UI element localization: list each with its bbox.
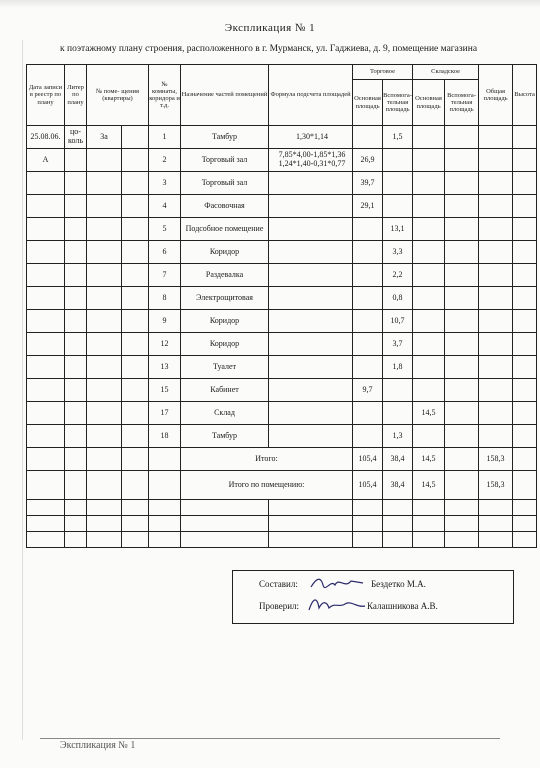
cell-formula: [269, 310, 353, 333]
cell-apt: [87, 379, 122, 402]
cell-total: [479, 402, 513, 425]
header-warehouse-group: Складское: [413, 65, 479, 80]
table-row: [27, 126, 537, 149]
cell-apt: [87, 356, 122, 379]
cell-room: 5: [149, 218, 181, 241]
cell-formula: [269, 425, 353, 448]
cell-empty: [479, 516, 513, 532]
cell-formula: [269, 172, 353, 195]
cell-empty: [122, 264, 149, 287]
cell-purpose: Подсобное помещение: [181, 218, 269, 241]
cell-total: [479, 379, 513, 402]
cell-empty: [269, 500, 353, 516]
cell-wh-main: [413, 126, 445, 149]
cell-height: [513, 333, 537, 356]
cell-trade-main: 9,7: [353, 379, 383, 402]
cell-purpose: Туалет: [181, 356, 269, 379]
cell-formula: [269, 218, 353, 241]
cell-height: [513, 172, 537, 195]
cell-date: [27, 195, 65, 218]
cell-empty: [122, 241, 149, 264]
cell-trade-main: [353, 333, 383, 356]
table-row: [27, 218, 537, 241]
cell-formula: [269, 402, 353, 425]
cell-formula: [269, 241, 353, 264]
cell-trade-aux: [383, 172, 413, 195]
cell-wh-aux: [445, 241, 479, 264]
cell-formula: 7,85*4,00-1,85*1,36 1,24*1,40-0,31*0,77: [269, 149, 353, 172]
cell-empty: [149, 471, 181, 500]
header-trade-group: Торговое: [353, 65, 413, 80]
cell-empty: [122, 356, 149, 379]
cell-total: [479, 241, 513, 264]
cell-letter: [65, 287, 87, 310]
cell-empty: [181, 532, 269, 548]
total-trade-main: 105,4: [353, 471, 383, 500]
cell-apt: [87, 149, 122, 172]
cell-date: [27, 241, 65, 264]
cell-total: [479, 195, 513, 218]
cell-empty: [87, 516, 122, 532]
cell-apt: [87, 333, 122, 356]
cell-empty: [122, 448, 149, 471]
cell-empty: [445, 516, 479, 532]
total-trade-main: 105,4: [353, 448, 383, 471]
cell-empty: [65, 516, 87, 532]
signature-box: [232, 570, 514, 624]
cell-height: [513, 287, 537, 310]
cell-wh-main: [413, 310, 445, 333]
header-purpose: Назначение частей помещений: [181, 65, 269, 126]
cell-letter: [65, 425, 87, 448]
table-row: [27, 172, 537, 195]
cell-date: [27, 310, 65, 333]
cell-empty: [445, 532, 479, 548]
header-total: Общая площадь: [479, 65, 513, 126]
table-row: [27, 241, 537, 264]
cell-trade-aux: 1,8: [383, 356, 413, 379]
table-row: [27, 402, 537, 425]
cell-empty: [87, 532, 122, 548]
cell-empty: [122, 195, 149, 218]
cell-trade-main: [353, 287, 383, 310]
header-height: Высота: [513, 65, 537, 126]
cell-wh-aux: [445, 310, 479, 333]
total-trade-aux: 38,4: [383, 471, 413, 500]
cell-wh-aux: [445, 149, 479, 172]
cell-empty: [479, 532, 513, 548]
total-total: 158,3: [479, 471, 513, 500]
cell-wh-aux: [445, 195, 479, 218]
cell-trade-main: [353, 356, 383, 379]
cell-empty: [383, 500, 413, 516]
cell-total: [479, 356, 513, 379]
cell-apt: [87, 218, 122, 241]
cell-empty: [27, 500, 65, 516]
cell-wh-aux: [445, 333, 479, 356]
cell-apt: [87, 172, 122, 195]
cell-room: 7: [149, 264, 181, 287]
cell-empty: [122, 471, 149, 500]
cell-purpose: Раздевалка: [181, 264, 269, 287]
cell-trade-main: [353, 126, 383, 149]
compiled-label: Составил:: [259, 579, 298, 589]
total-total: 158,3: [479, 448, 513, 471]
cell-apt: [87, 195, 122, 218]
cell-trade-main: 26,9: [353, 149, 383, 172]
cell-empty: [149, 532, 181, 548]
cell-empty: [122, 402, 149, 425]
cell-empty: [413, 532, 445, 548]
cell-date: [27, 172, 65, 195]
cell-trade-aux: [383, 149, 413, 172]
cell-empty: [383, 532, 413, 548]
cell-letter: [65, 310, 87, 333]
cell-apt: [87, 310, 122, 333]
cell-letter: [65, 195, 87, 218]
cell-empty: [353, 500, 383, 516]
table-row: [27, 195, 537, 218]
cell-letter: цо- коль: [65, 126, 87, 149]
cell-empty: [65, 500, 87, 516]
cell-empty: [181, 500, 269, 516]
total-row: [27, 448, 537, 471]
cell-empty: [513, 448, 537, 471]
cell-empty: [413, 500, 445, 516]
cell-trade-main: [353, 310, 383, 333]
cell-formula: [269, 333, 353, 356]
cell-formula: 1,30*1,14: [269, 126, 353, 149]
table-row: [27, 264, 537, 287]
cell-empty: [413, 516, 445, 532]
cell-date: [27, 333, 65, 356]
cell-room: 17: [149, 402, 181, 425]
total-wh-main: 14,5: [413, 471, 445, 500]
table-row: [27, 425, 537, 448]
cell-purpose: Тамбур: [181, 126, 269, 149]
cell-empty: [122, 532, 149, 548]
cell-date: [27, 218, 65, 241]
cell-trade-aux: [383, 195, 413, 218]
cell-trade-main: 39,7: [353, 172, 383, 195]
table-row: [27, 149, 537, 172]
cell-empty: [122, 126, 149, 149]
cell-wh-main: 14,5: [413, 402, 445, 425]
cell-room: 9: [149, 310, 181, 333]
cell-wh-main: [413, 425, 445, 448]
cell-empty: [87, 471, 122, 500]
header-formula: Формула подсчета площадей: [269, 65, 353, 126]
cell-empty: [122, 333, 149, 356]
cell-wh-aux: [445, 172, 479, 195]
cell-empty: [122, 287, 149, 310]
cell-empty: [383, 516, 413, 532]
cell-height: [513, 195, 537, 218]
cell-trade-main: [353, 264, 383, 287]
cell-total: [479, 149, 513, 172]
cell-room: 6: [149, 241, 181, 264]
cell-total: [479, 333, 513, 356]
cell-trade-main: [353, 241, 383, 264]
cell-purpose: Коридор: [181, 241, 269, 264]
cell-letter: [65, 241, 87, 264]
cell-room: 2: [149, 149, 181, 172]
cell-empty: [27, 516, 65, 532]
cell-purpose: Торговый зал: [181, 172, 269, 195]
cell-trade-aux: [383, 379, 413, 402]
cell-trade-aux: 1,5: [383, 126, 413, 149]
table-row: [27, 356, 537, 379]
cell-wh-aux: [445, 126, 479, 149]
cell-total: [479, 425, 513, 448]
checked-name: Калашникова А.В.: [367, 601, 438, 611]
cell-apt: [87, 241, 122, 264]
cell-height: [513, 379, 537, 402]
cell-empty: [513, 516, 537, 532]
total-wh-main: 14,5: [413, 448, 445, 471]
page-bottom-line: [40, 738, 500, 739]
explication-table: [26, 64, 537, 548]
cell-purpose: Фасовочная: [181, 195, 269, 218]
table-row: [27, 333, 537, 356]
footer-text: Экспликация № 1: [60, 740, 136, 751]
total-label: Итого:: [181, 448, 353, 471]
blank-row: [27, 532, 537, 548]
cell-date: [27, 379, 65, 402]
cell-height: [513, 218, 537, 241]
cell-purpose: Торговый зал: [181, 149, 269, 172]
table-row: [27, 310, 537, 333]
cell-purpose: Электрощитовая: [181, 287, 269, 310]
cell-date: А: [27, 149, 65, 172]
header-date: Дата записи в реестр по плану: [27, 65, 65, 126]
cell-empty: [269, 516, 353, 532]
cell-empty: [445, 448, 479, 471]
header-wh-main: Основная площадь: [413, 80, 445, 126]
blank-row: [27, 500, 537, 516]
cell-wh-main: [413, 218, 445, 241]
cell-empty: [149, 500, 181, 516]
cell-trade-aux: 2,2: [383, 264, 413, 287]
cell-purpose: Тамбур: [181, 425, 269, 448]
cell-purpose: Склад: [181, 402, 269, 425]
cell-letter: [65, 218, 87, 241]
cell-formula: [269, 264, 353, 287]
cell-empty: [269, 532, 353, 548]
cell-empty: [122, 516, 149, 532]
cell-wh-main: [413, 333, 445, 356]
cell-empty: [65, 448, 87, 471]
cell-date: [27, 287, 65, 310]
cell-wh-main: [413, 356, 445, 379]
cell-empty: [122, 379, 149, 402]
scan-edge: [0, 0, 540, 8]
cell-letter: [65, 172, 87, 195]
cell-empty: [65, 532, 87, 548]
cell-total: [479, 218, 513, 241]
cell-empty: [149, 516, 181, 532]
cell-empty: [513, 471, 537, 500]
cell-room: 13: [149, 356, 181, 379]
cell-wh-main: [413, 264, 445, 287]
cell-height: [513, 402, 537, 425]
cell-empty: [27, 448, 65, 471]
cell-wh-main: [413, 241, 445, 264]
compiled-signature: [307, 573, 367, 593]
cell-room: 12: [149, 333, 181, 356]
cell-trade-main: [353, 218, 383, 241]
cell-total: [479, 126, 513, 149]
cell-wh-main: [413, 195, 445, 218]
cell-height: [513, 264, 537, 287]
header-room-no: № комнаты, коридора и т.д.: [149, 65, 181, 126]
cell-room: 18: [149, 425, 181, 448]
cell-empty: [149, 448, 181, 471]
header-trade-aux: Вспомога- тельная площадь: [383, 80, 413, 126]
cell-empty: [445, 471, 479, 500]
cell-total: [479, 264, 513, 287]
document-subtitle: к поэтажному плану строения, расположенного в г. Мурманск, ул. Гаджиева, д. 9, помещение магазина: [60, 44, 478, 54]
cell-trade-aux: 13,1: [383, 218, 413, 241]
cell-wh-aux: [445, 264, 479, 287]
cell-empty: [122, 310, 149, 333]
cell-trade-main: 29,1: [353, 195, 383, 218]
cell-empty: [181, 516, 269, 532]
cell-wh-main: [413, 379, 445, 402]
cell-wh-aux: [445, 379, 479, 402]
cell-apt: [87, 402, 122, 425]
cell-letter: [65, 402, 87, 425]
checked-label: Проверил:: [259, 601, 299, 611]
cell-empty: [353, 516, 383, 532]
cell-date: [27, 264, 65, 287]
cell-empty: [122, 218, 149, 241]
cell-total: [479, 172, 513, 195]
cell-empty: [513, 500, 537, 516]
cell-purpose: Кабинет: [181, 379, 269, 402]
cell-wh-aux: [445, 287, 479, 310]
table-row: [27, 379, 537, 402]
cell-room: 3: [149, 172, 181, 195]
cell-trade-aux: 1,3: [383, 425, 413, 448]
cell-total: [479, 287, 513, 310]
total-row: [27, 471, 537, 500]
header-letter: Литер по плану: [65, 65, 87, 126]
cell-wh-main: [413, 149, 445, 172]
cell-room: 15: [149, 379, 181, 402]
cell-apt: [87, 264, 122, 287]
cell-room: 8: [149, 287, 181, 310]
cell-height: [513, 310, 537, 333]
cell-letter: [65, 264, 87, 287]
cell-date: [27, 425, 65, 448]
cell-total: [479, 310, 513, 333]
document-title: Экспликация № 1: [224, 22, 316, 34]
compiled-name: Бездетко М.А.: [371, 579, 426, 589]
cell-letter: [65, 379, 87, 402]
cell-wh-main: [413, 172, 445, 195]
cell-room: 4: [149, 195, 181, 218]
cell-wh-aux: [445, 425, 479, 448]
cell-trade-main: [353, 425, 383, 448]
cell-height: [513, 241, 537, 264]
page-edge: [22, 40, 23, 740]
cell-trade-aux: 10,7: [383, 310, 413, 333]
header-wh-aux: Вспомога- тельная площадь: [445, 80, 479, 126]
total-label: Итого по помещению:: [181, 471, 353, 500]
cell-height: [513, 149, 537, 172]
cell-trade-aux: 3,3: [383, 241, 413, 264]
cell-trade-aux: 0,8: [383, 287, 413, 310]
cell-wh-aux: [445, 402, 479, 425]
cell-empty: [65, 471, 87, 500]
cell-empty: [122, 425, 149, 448]
cell-room: 1: [149, 126, 181, 149]
cell-formula: [269, 195, 353, 218]
cell-letter: [65, 356, 87, 379]
total-trade-aux: 38,4: [383, 448, 413, 471]
cell-date: [27, 356, 65, 379]
cell-empty: [513, 532, 537, 548]
cell-trade-aux: 3,7: [383, 333, 413, 356]
cell-apt: [87, 287, 122, 310]
cell-empty: [122, 500, 149, 516]
header-premise-no: № поме- щения (квартиры): [87, 65, 149, 126]
cell-empty: [479, 500, 513, 516]
cell-trade-aux: [383, 402, 413, 425]
cell-purpose: Коридор: [181, 333, 269, 356]
cell-empty: [87, 448, 122, 471]
cell-purpose: Коридор: [181, 310, 269, 333]
cell-trade-main: [353, 402, 383, 425]
cell-date: [27, 402, 65, 425]
cell-apt: 3а: [87, 126, 122, 149]
cell-wh-aux: [445, 218, 479, 241]
cell-formula: [269, 287, 353, 310]
cell-apt: [87, 425, 122, 448]
checked-signature: [305, 594, 369, 616]
cell-empty: [122, 172, 149, 195]
cell-wh-main: [413, 287, 445, 310]
cell-formula: [269, 356, 353, 379]
cell-empty: [122, 149, 149, 172]
cell-letter: [65, 149, 87, 172]
cell-empty: [87, 500, 122, 516]
table-row: [27, 287, 537, 310]
cell-height: [513, 126, 537, 149]
cell-date: 25.08.06.: [27, 126, 65, 149]
cell-height: [513, 356, 537, 379]
cell-height: [513, 425, 537, 448]
cell-empty: [27, 471, 65, 500]
cell-empty: [445, 500, 479, 516]
cell-empty: [353, 532, 383, 548]
cell-wh-aux: [445, 356, 479, 379]
cell-letter: [65, 333, 87, 356]
cell-formula: [269, 379, 353, 402]
blank-row: [27, 516, 537, 532]
cell-empty: [27, 532, 65, 548]
header-trade-main: Основная площадь: [353, 80, 383, 126]
